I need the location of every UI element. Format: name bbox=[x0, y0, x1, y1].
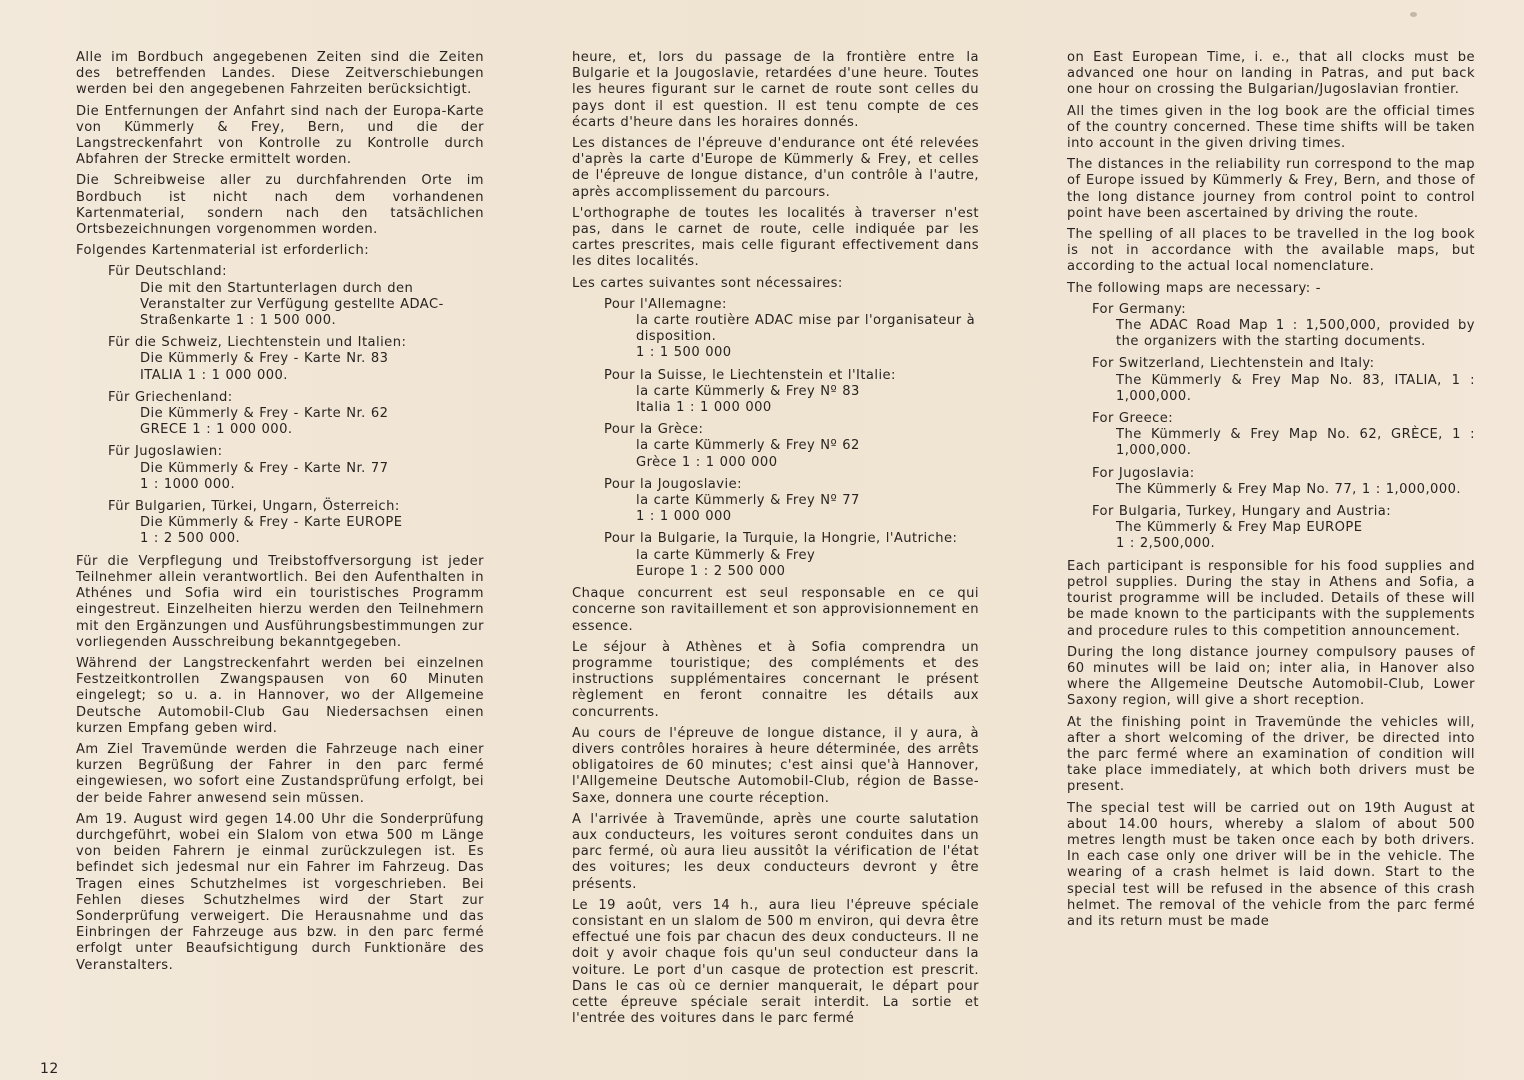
intro-paragraph: Les cartes suivantes sont nécessaires: bbox=[572, 275, 843, 291]
country-heading: Pour la Suisse, le Liechtenstein et l'Italie: bbox=[604, 367, 896, 383]
body-paragraph: Each participant is responsible for his food supplies and petrol supplies. During the stay in Athens and Sofia, a tourist programme will be included. Details of these will be made known to the participants with the supplements and procedure rules to this competition announcement. bbox=[1067, 558, 1475, 639]
intro-paragraph: Folgendes Kartenmaterial ist erforderlich: bbox=[76, 243, 370, 259]
map-requirement bbox=[604, 477, 979, 526]
country-heading: Pour la Bulgarie, la Turquie, la Hongrie, l'Autriche: bbox=[604, 531, 958, 547]
body-paragraph: During the long distance journey compulsory pauses of 60 minutes will be laid on; inter alia, in Hanover also where the Allgemeine Deutsche Automobil-Club, Lower Saxony region, will give a short reception. bbox=[1067, 644, 1475, 709]
intro-paragraph: The distances in the reliability run correspond to the map of Europe issued by Kümmerly & Frey, Bern, and those of the long distance journey from control point to control point have been ascertained by driving the route. bbox=[1067, 157, 1475, 221]
map-detail-line: Die Kümmerly & Frey - Karte Nr. 83 bbox=[140, 351, 389, 367]
map-detail-line: la carte Kümmerly & Frey Nº 62 bbox=[636, 438, 860, 454]
map-requirement bbox=[108, 390, 484, 439]
map-detail-line: The Kümmerly & Frey Map No. 62, GRÈCE, 1 : 1,000,000. bbox=[1116, 427, 1475, 459]
country-heading: Für die Schweiz, Liechtenstein und Italien: bbox=[108, 335, 407, 351]
map-detail-line: Italia 1 : 1 000 000 bbox=[636, 400, 772, 416]
map-detail-line: 1 : 1 000 000 bbox=[636, 509, 732, 525]
map-detail-line: Europe 1 : 2 500 000 bbox=[636, 563, 786, 579]
country-heading: Für Griechenland: bbox=[108, 389, 233, 405]
intro-paragraph: Les distances de l'épreuve d'endurance ont été relevées d'après la carte d'Europe de Kümmerly & Frey, et celles de l'épreuve de longue distance, d'un contrôle à l'autre, après accomplissement du parcours. bbox=[572, 136, 979, 200]
country-heading: Für Bulgarien, Türkei, Ungarn, Österreich: bbox=[108, 499, 400, 515]
map-detail-line: 1 : 1000 000. bbox=[140, 476, 236, 492]
map-requirement bbox=[108, 444, 484, 493]
body-paragraph: At the finishing point in Travemünde the vehicles will, after a short welcoming of the driver, be directed into the parc fermé where an examination of condition will take place immediately, at which both drivers must be present. bbox=[1067, 714, 1475, 795]
map-requirement bbox=[1092, 356, 1475, 405]
map-detail-line: 1 : 2,500,000. bbox=[1116, 536, 1216, 552]
map-requirement bbox=[604, 368, 979, 417]
map-detail-line: GRECE 1 : 1 000 000. bbox=[140, 422, 293, 438]
map-requirement bbox=[108, 499, 484, 548]
intro-paragraph: Die Schreibweise aller zu durchfahrenden Orte im Bordbuch ist nicht nach dem vorhandenen Kartenmaterial, sondern nach den tatsächlichen Ortsbezeichnungen vorgenommen worden. bbox=[76, 173, 484, 238]
country-heading: For Jugoslavia: bbox=[1092, 465, 1195, 481]
map-detail-line: Die Kümmerly & Frey - Karte Nr. 62 bbox=[140, 406, 389, 422]
intro-paragraph: Die Entfernungen der Anfahrt sind nach der Europa-Karte von Kümmerly & Frey, Bern, und die der Langstreckenfahrt von Kontrolle zu Kontrolle durch Abfahren der Strecke ermittelt worden. bbox=[76, 103, 484, 168]
map-detail-line: 1 : 2 500 000. bbox=[140, 531, 241, 547]
country-heading: Für Deutschland: bbox=[108, 264, 227, 280]
map-detail-line: la carte Kümmerly & Frey Nº 77 bbox=[636, 493, 860, 509]
french-column bbox=[572, 50, 979, 1032]
country-heading: For Bulgaria, Turkey, Hungary and Austria: bbox=[1092, 504, 1392, 520]
intro-paragraph: on East European Time, i. e., that all clocks must be advanced one hour on landing in Patras, and put back one hour on crossing the Bulgarian/Jugoslavian frontier. bbox=[1067, 50, 1475, 98]
country-heading: Für Jugoslawien: bbox=[108, 444, 223, 460]
body-paragraph: Chaque concurrent est seul responsable en ce qui concerne son ravitaillement et son approvisionnement en essence. bbox=[572, 586, 979, 634]
country-heading: For Germany: bbox=[1092, 301, 1187, 317]
intro-paragraph: All the times given in the log book are the official times of the country concerned. These time shifts will be taken into account in the given driving times. bbox=[1067, 103, 1475, 152]
body-paragraph: Le 19 août, vers 14 h., aura lieu l'épreuve spéciale consistant en un slalom de 500 m environ, qui devra être effectué une fois par chacun des deux conducteurs. Il ne doit y avoir chaque fois qu'un seul conducteur dans la voiture. Le port d'un casque de protection est prescrit. Dans le cas où ce dernier manquerait, le départ pour cette épreuve spéciale serait interdit. La sortie et l'entrée des voitures dans le parc fermé bbox=[572, 897, 979, 1027]
body-paragraph: Am 19. August wird gegen 14.00 Uhr die Sonderprüfung durchgeführt, wobei ein Slalom von etwa 500 m Länge von beiden Fahrern je einmal zurückzulegen ist. Es befindet sich jedesmal nur ein Fahrer im Fahrzeug. Das Tragen eines Schutzhelmes ist vorgeschrieben. Bei Fehlen dieses Schutzhelmes wird der Start zur Sonderprüfung verweigert. Die Herausnahme und das Einbringen der Fahrzeuge aus bzw. in den parc fermé erfolgt unter Beaufsichtigung durch Funktionäre des Veranstalters. bbox=[76, 811, 484, 973]
map-requirement bbox=[1092, 504, 1475, 553]
intro-paragraph: The following maps are necessary: - bbox=[1067, 280, 1321, 296]
country-heading: For Switzerland, Liechtenstein and Italy: bbox=[1092, 356, 1375, 372]
english-column bbox=[1067, 50, 1475, 935]
map-detail-line: la carte routière ADAC mise par l'organisateur à disposition. bbox=[636, 313, 976, 345]
country-heading: For Greece: bbox=[1092, 411, 1174, 427]
map-requirement bbox=[604, 531, 979, 580]
print-speck bbox=[1410, 12, 1417, 17]
map-requirement bbox=[108, 335, 484, 384]
country-heading: Pour la Jougoslavie: bbox=[604, 476, 742, 492]
body-paragraph: Am Ziel Travemünde werden die Fahrzeuge nach einer kurzen Begrüßung der Fahrer in den parc fermé eingewiesen, wo sofort eine Zustandsprüfung erfolgt, bei der beide Fahrer anwesend sein müssen. bbox=[76, 741, 484, 806]
map-detail-line: la carte Kümmerly & Frey Nº 83 bbox=[636, 383, 860, 399]
map-requirement bbox=[108, 264, 484, 329]
body-paragraph: A l'arrivée à Travemünde, après une courte salutation aux conducteurs, les voitures seront conduites dans un parc fermé, où aura lieu aussitôt la vérification de l'état des voitures; les deux conducteurs devront y être présents. bbox=[572, 811, 979, 892]
map-requirement bbox=[1092, 411, 1475, 460]
page-number: 12 bbox=[40, 1061, 59, 1077]
map-detail-line: The Kümmerly & Frey Map No. 83, ITALIA, 1 : 1,000,000. bbox=[1116, 372, 1475, 404]
country-heading: Pour la Grèce: bbox=[604, 422, 704, 438]
intro-paragraph: Alle im Bordbuch angegebenen Zeiten sind die Zeiten des betreffenden Landes. Diese Zeitverschiebungen werden bei den angegebenen Fahrzeiten berücksichtigt. bbox=[76, 50, 484, 98]
intro-paragraph: L'orthographe de toutes les localités à traverser n'est pas, dans le carnet de route, celle indiquée par les cartes prescrites, mais celle figurant effectivement dans les dites localités. bbox=[572, 205, 979, 270]
map-detail-line: Die mit den Startunterlagen durch den Veranstalter zur Verfügung gestellte ADAC-Straßenkarte 1 : 1 500 000. bbox=[140, 280, 444, 329]
body-paragraph: Während der Langstreckenfahrt werden bei einzelnen Festzeitkontrollen Zwangspausen von 60 Minuten eingelegt; so u. a. in Hannover, wo der Allgemeine Deutsche Automobil-Club Gau Niedersachsen einen kurzen Empfang geben wird. bbox=[76, 655, 484, 736]
map-detail-line: The Kümmerly & Frey Map EUROPE bbox=[1116, 520, 1363, 536]
country-heading: Pour l'Allemagne: bbox=[604, 296, 727, 312]
map-requirement bbox=[604, 422, 979, 471]
map-detail-line: Die Kümmerly & Frey - Karte Nr. 77 bbox=[140, 460, 389, 476]
map-detail-line: Die Kümmerly & Frey - Karte EUROPE bbox=[140, 515, 403, 531]
body-paragraph: Le séjour à Athènes et à Sofia comprendra un programme touristique; des compléments et des instructions supplémentaires concernant le présent règlement en feront connaitre les détails aux concurrents. bbox=[572, 639, 979, 720]
map-requirement bbox=[604, 297, 979, 362]
map-detail-line: The ADAC Road Map 1 : 1,500,000, provided by the organizers with the starting documents. bbox=[1116, 318, 1475, 350]
body-paragraph: Au cours de l'épreuve de longue distance, il y aura, à divers contrôles horaires à heure déterminée, des arrêts obligatoires de 60 minutes; c'est ainsi que'à Hannover, l'Allgemeine Deutsche Automobil-Club, région de Basse-Saxe, donnera une courte réception. bbox=[572, 725, 979, 806]
map-requirement bbox=[1092, 466, 1475, 498]
body-paragraph: The special test will be carried out on 19th August at about 14.00 hours, whereby a slalom of about 500 metres length must be taken once each by both drivers. In each case only one driver will be in the vehicle. The wearing of a crash helmet is laid down. Start to the special test will be refused in the absence of this crash helmet. The removal of the vehicle from the parc fermé and its return must be made bbox=[1067, 800, 1475, 929]
map-detail-line: 1 : 1 500 000 bbox=[636, 345, 732, 361]
body-paragraph: Für die Verpflegung und Treibstoffversorgung ist jeder Teilnehmer allein verantwortlich. Bei den Aufenthalten in Athénes und Sofia wird ein touristisches Programm eingestreut. Einzelheiten hierzu werden den Teilnehmern mit den Ergänzungen und Ausführungsbestimmungen zur vorliegenden Ausschreibung bekanntgegeben. bbox=[76, 553, 484, 650]
intro-paragraph: The spelling of all places to be travelled in the log book is not in accordance with the available maps, but according to the actual local nomenclature. bbox=[1067, 227, 1475, 275]
map-detail-line: Grèce 1 : 1 000 000 bbox=[636, 454, 778, 470]
map-detail-line: ITALIA 1 : 1 000 000. bbox=[140, 367, 288, 383]
intro-paragraph: heure, et, lors du passage de la frontière entre la Bulgarie et la Jougoslavie, retardées d'une heure. Toutes les heures figurant sur le carnet de route sont celles du pays dont il est question. Il est tenu compte de ces écarts d'heure dans les horaires donnés. bbox=[572, 50, 979, 130]
map-detail-line: The Kümmerly & Frey Map No. 77, 1 : 1,000,000. bbox=[1116, 481, 1462, 497]
map-detail-line: la carte Kümmerly & Frey bbox=[636, 547, 816, 563]
map-requirement bbox=[1092, 302, 1475, 351]
german-column bbox=[76, 50, 484, 979]
